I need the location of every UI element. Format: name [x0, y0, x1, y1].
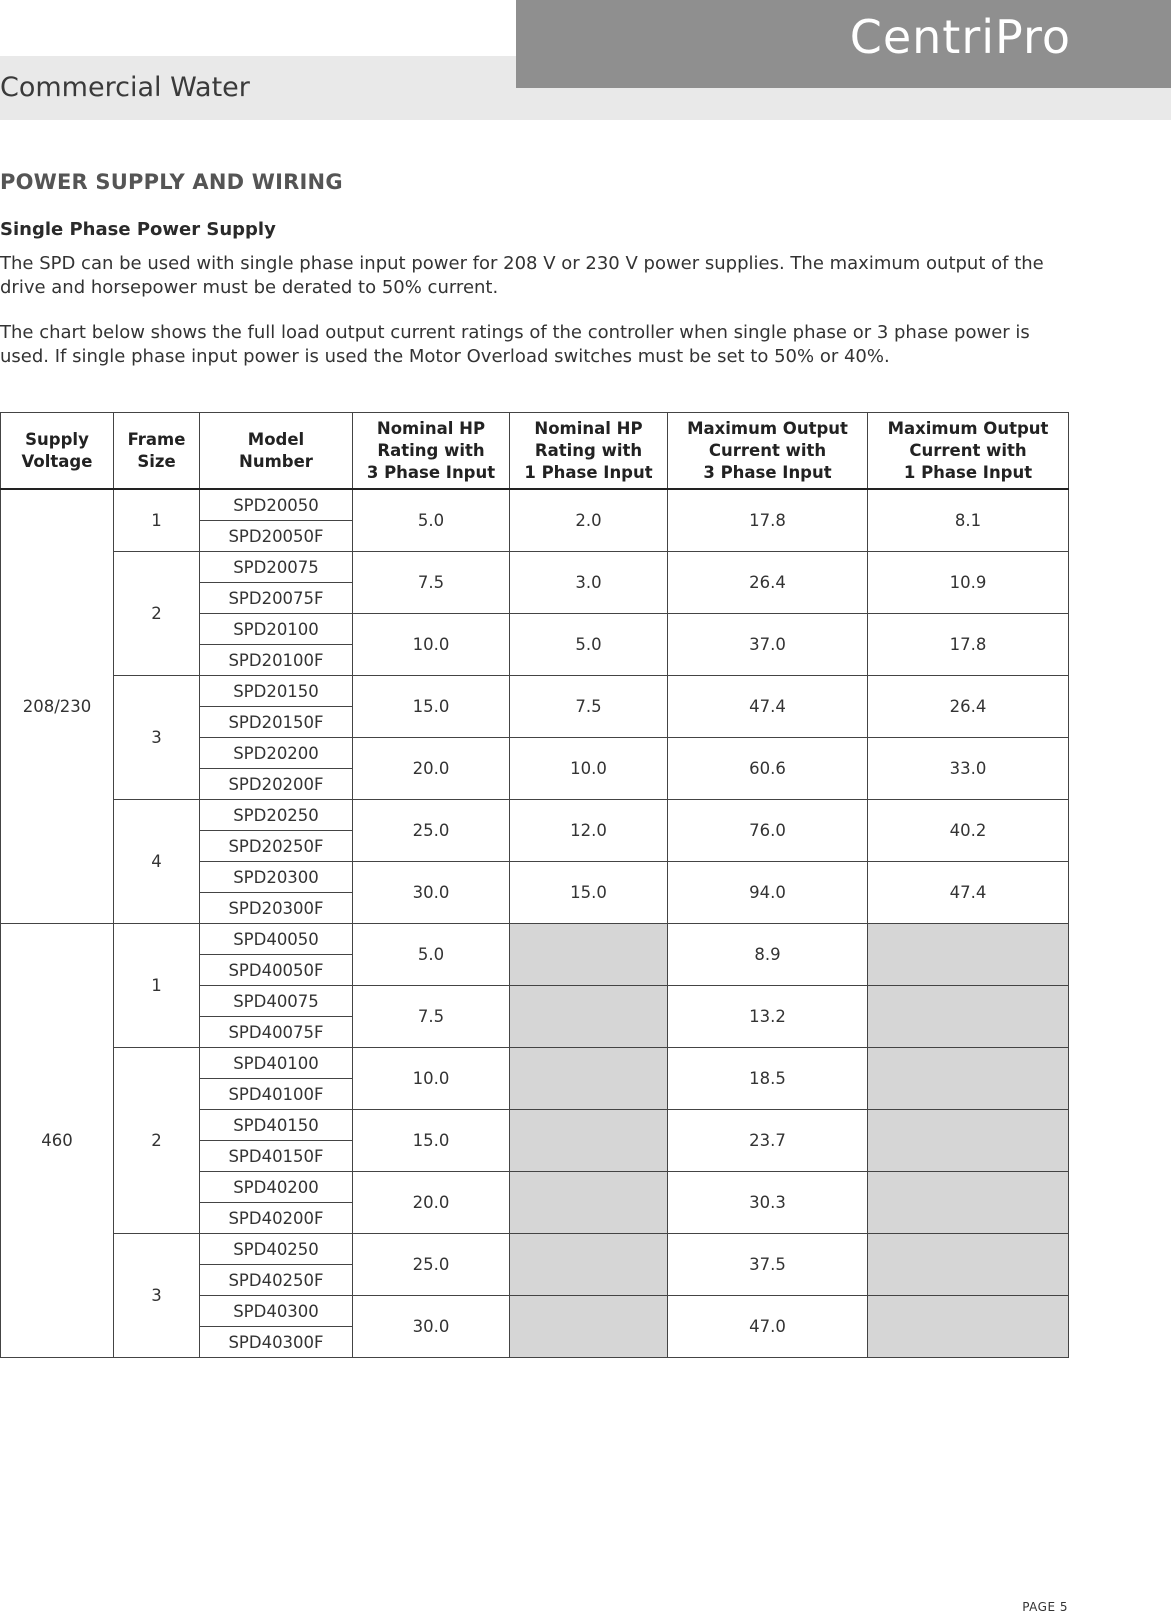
current-1-phase-cell [868, 986, 1069, 1048]
model-number-cell: SPD20250F [200, 831, 353, 862]
supply-voltage-cell: 460 [1, 924, 114, 1358]
table-row [1, 676, 1069, 707]
model-number-cell: SPD20075 [200, 552, 353, 583]
frame-size-cell: 2 [114, 1048, 200, 1234]
hp-1-phase-cell [510, 1110, 668, 1172]
column-header-hp-3-phase [353, 413, 510, 490]
model-number-cell: SPD20100 [200, 614, 353, 645]
page-number: PAGE 5 [1022, 1600, 1068, 1614]
brand-banner [516, 0, 1171, 88]
model-number-cell: SPD20100F [200, 645, 353, 676]
paragraph-intro: The SPD can be used with single phase input power for 208 V or 230 V power supplies. The maximum output of the drive and horsepower must be derated to 50% current. [0, 253, 1044, 298]
model-number-cell: SPD20200 [200, 738, 353, 769]
hp-3-phase-cell: 20.0 [353, 1172, 510, 1234]
column-header-supply-voltage [1, 413, 114, 490]
model-number-cell: SPD40150F [200, 1141, 353, 1172]
column-header-line: Nominal HP [534, 418, 643, 438]
table-header-row [1, 413, 1069, 490]
model-number-cell: SPD20200F [200, 769, 353, 800]
current-3-phase-cell: 76.0 [668, 800, 868, 862]
current-1-phase-cell [868, 1048, 1069, 1110]
hp-3-phase-cell: 15.0 [353, 676, 510, 738]
current-1-phase-cell [868, 1172, 1069, 1234]
current-3-phase-cell: 37.5 [668, 1234, 868, 1296]
column-header-line: Frame [127, 429, 186, 449]
model-number-cell: SPD40075 [200, 986, 353, 1017]
table-row [1, 552, 1069, 583]
model-number-cell: SPD40075F [200, 1017, 353, 1048]
hp-3-phase-cell: 5.0 [353, 489, 510, 552]
current-1-phase-cell: 33.0 [868, 738, 1069, 800]
current-1-phase-cell: 17.8 [868, 614, 1069, 676]
hp-1-phase-cell: 5.0 [510, 614, 668, 676]
current-1-phase-cell [868, 1110, 1069, 1172]
model-number-cell: SPD40100 [200, 1048, 353, 1079]
column-header-line: Rating with [377, 440, 485, 460]
table-row [1, 489, 1069, 521]
model-number-cell: SPD40200 [200, 1172, 353, 1203]
model-number-cell: SPD40050F [200, 955, 353, 986]
model-number-cell: SPD20300 [200, 862, 353, 893]
hp-1-phase-cell: 3.0 [510, 552, 668, 614]
frame-size-cell: 2 [114, 552, 200, 676]
header-subtitle: Commercial Water [0, 72, 250, 103]
model-number-cell: SPD20050 [200, 489, 353, 521]
frame-size-cell: 1 [114, 924, 200, 1048]
frame-size-cell: 3 [114, 676, 200, 800]
current-1-phase-cell [868, 1234, 1069, 1296]
column-header-line: Current with [708, 440, 827, 460]
model-number-cell: SPD40250F [200, 1265, 353, 1296]
model-number-cell: SPD20050F [200, 521, 353, 552]
column-header-line: 1 Phase Input [903, 462, 1033, 482]
current-1-phase-cell: 26.4 [868, 676, 1069, 738]
model-number-cell: SPD40050 [200, 924, 353, 955]
hp-1-phase-cell: 2.0 [510, 489, 668, 552]
hp-3-phase-cell: 10.0 [353, 614, 510, 676]
model-number-cell: SPD20150 [200, 676, 353, 707]
current-3-phase-cell: 47.0 [668, 1296, 868, 1358]
model-number-cell: SPD20250 [200, 800, 353, 831]
model-number-cell: SPD20150F [200, 707, 353, 738]
column-header-model-number [200, 413, 353, 490]
model-number-cell: SPD40300F [200, 1327, 353, 1358]
model-number-cell: SPD20075F [200, 583, 353, 614]
column-header-line: 3 Phase Input [366, 462, 496, 482]
current-3-phase-cell: 23.7 [668, 1110, 868, 1172]
section-title: POWER SUPPLY AND WIRING [0, 170, 343, 194]
hp-1-phase-cell [510, 1234, 668, 1296]
current-1-phase-cell: 40.2 [868, 800, 1069, 862]
model-number-cell: SPD40150 [200, 1110, 353, 1141]
frame-size-cell: 1 [114, 489, 200, 552]
hp-1-phase-cell [510, 986, 668, 1048]
column-header-line: Size [137, 451, 176, 471]
model-number-cell: SPD40300 [200, 1296, 353, 1327]
current-3-phase-cell: 60.6 [668, 738, 868, 800]
column-header-line: Rating with [534, 440, 643, 460]
table-row [1, 924, 1069, 955]
hp-3-phase-cell: 25.0 [353, 800, 510, 862]
hp-3-phase-cell: 20.0 [353, 738, 510, 800]
hp-3-phase-cell: 7.5 [353, 552, 510, 614]
current-3-phase-cell: 47.4 [668, 676, 868, 738]
current-3-phase-cell: 30.3 [668, 1172, 868, 1234]
hp-3-phase-cell: 25.0 [353, 1234, 510, 1296]
column-header-frame-size [114, 413, 200, 490]
hp-1-phase-cell [510, 1048, 668, 1110]
column-header-line: 1 Phase Input [524, 462, 653, 482]
column-header-line: Voltage [21, 451, 93, 471]
current-3-phase-cell: 26.4 [668, 552, 868, 614]
current-3-phase-cell: 8.9 [668, 924, 868, 986]
current-3-phase-cell: 94.0 [668, 862, 868, 924]
hp-3-phase-cell: 15.0 [353, 1110, 510, 1172]
column-header-current-3-phase [668, 413, 868, 490]
current-3-phase-cell: 18.5 [668, 1048, 868, 1110]
model-number-cell: SPD40100F [200, 1079, 353, 1110]
model-number-cell: SPD40200F [200, 1203, 353, 1234]
frame-size-cell: 3 [114, 1234, 200, 1358]
hp-1-phase-cell [510, 1296, 668, 1358]
section-subtitle: Single Phase Power Supply [0, 219, 276, 240]
model-number-cell: SPD20300F [200, 893, 353, 924]
current-1-phase-cell [868, 1296, 1069, 1358]
frame-size-cell: 4 [114, 800, 200, 924]
hp-3-phase-cell: 7.5 [353, 986, 510, 1048]
current-3-phase-cell: 17.8 [668, 489, 868, 552]
current-1-phase-cell: 47.4 [868, 862, 1069, 924]
hp-1-phase-cell [510, 1172, 668, 1234]
hp-3-phase-cell: 10.0 [353, 1048, 510, 1110]
hp-3-phase-cell: 5.0 [353, 924, 510, 986]
column-header-current-1-phase [868, 413, 1069, 490]
hp-1-phase-cell: 7.5 [510, 676, 668, 738]
current-1-phase-cell [868, 924, 1069, 986]
hp-3-phase-cell: 30.0 [353, 862, 510, 924]
paragraph-chart-note: The chart below shows the full load output current ratings of the controller when single phase or 3 phase power is used. If single phase input power is used the Motor Overload switches must be set to 50% or 40%. [0, 322, 1030, 367]
current-1-phase-cell: 8.1 [868, 489, 1069, 552]
hp-1-phase-cell: 10.0 [510, 738, 668, 800]
hp-1-phase-cell: 15.0 [510, 862, 668, 924]
hp-3-phase-cell: 30.0 [353, 1296, 510, 1358]
current-1-phase-cell: 10.9 [868, 552, 1069, 614]
column-header-line: Model [247, 429, 305, 449]
table-row [1, 1048, 1069, 1079]
column-header-line: Maximum Output [687, 418, 848, 438]
model-number-cell: SPD40250 [200, 1234, 353, 1265]
column-header-hp-1-phase [510, 413, 668, 490]
current-3-phase-cell: 13.2 [668, 986, 868, 1048]
current-3-phase-cell: 37.0 [668, 614, 868, 676]
brand-logo-text: CentriPro [849, 10, 1071, 64]
hp-1-phase-cell [510, 924, 668, 986]
hp-1-phase-cell: 12.0 [510, 800, 668, 862]
column-header-line: Current with [909, 440, 1027, 460]
column-header-line: 3 Phase Input [703, 462, 832, 482]
column-header-line: Nominal HP [376, 418, 486, 438]
table-row [1, 800, 1069, 831]
column-header-line: Supply [25, 429, 89, 449]
output-current-table [0, 412, 1069, 1358]
table-row [1, 1234, 1069, 1265]
supply-voltage-cell: 208/230 [1, 489, 114, 924]
column-header-line: Maximum Output [887, 418, 1049, 438]
column-header-line: Number [239, 451, 313, 471]
